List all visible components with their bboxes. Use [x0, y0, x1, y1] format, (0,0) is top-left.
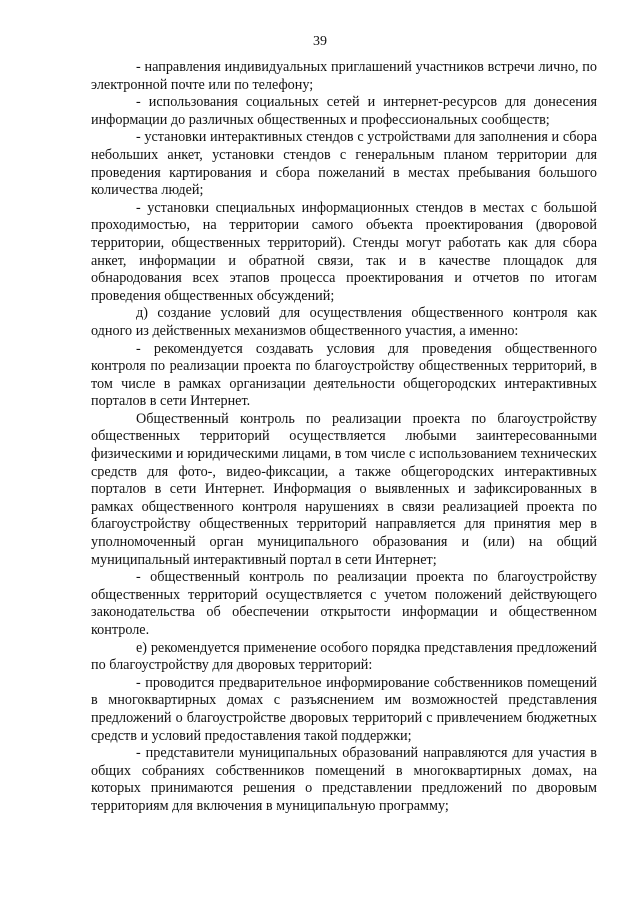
paragraph-public-control-recommendation: - рекомендуется создавать условия для проведения общественного контроля по реализации проекта по благоустройству общественных территорий, в том числе в рамках организации деятельности общегородских интерактивных порталов в сети Интернет.: [91, 340, 597, 410]
paragraph-information-stands: - установки специальных информационных стендов в местах с большой проходимостью, на территории самого объекта проектирования (дворовой территории, общественных территорий). Стенды могут работать как для сбора анкет, информации и обратной связи, так и в качестве площадок для обнародования всех этапов процесса проектирования и отчетов по итогам проведения общественных обсуждений;: [91, 199, 597, 304]
document-body: [91, 59, 597, 816]
paragraph-interactive-stands: - установки интерактивных стендов с устройствами для заполнения и сбора небольших анкет, установки стендов с генеральным планом территории для проведения картирования и сбора пожеланий в местах пребывания большого количества людей;: [91, 129, 597, 199]
paragraph-municipal-representatives: - представители муниципальных образований направляются для участия в общих собраниях собственников помещений в многоквартирных домах, на которых принимаются решения о представлении предложений по дворовым территориям для включения в муниципальную программу;: [91, 745, 597, 814]
paragraph-preliminary-informing: - проводится предварительное информирование собственников помещений в многоквартирных домах с разъяснением им возможностей представления предложений о благоустройстве дворовых территорий с привлечением бюджетных средств и условий предоставления такой поддержки;: [91, 674, 597, 744]
paragraph-public-control-legislation: - общественный контроль по реализации проекта по благоустройству общественных территорий осуществляется с учетом положений действующего законодательства об обеспечении открытости информации и общественном контроле.: [91, 569, 597, 638]
paragraph-public-control-conditions: д) создание условий для осуществления общественного контроля как одного из действенных механизмов общественного участия, а именно:: [91, 305, 597, 339]
paragraph-invitations: - направления индивидуальных приглашений участников встречи лично, по электронной почте или по телефону;: [91, 59, 597, 93]
paragraph-social-networks: - использования социальных сетей и интернет-ресурсов для донесения информации до различных общественных и профессиональных сообществ;: [91, 94, 597, 128]
page-number: 39: [313, 34, 327, 49]
paragraph-courtyard-proposals: е) рекомендуется применение особого порядка представления предложений по благоустройству для дворовых территорий:: [91, 639, 597, 674]
paragraph-public-control-description: Общественный контроль по реализации проекта по благоустройству общественных территорий осуществляется любыми заинтересованными физическими и юридическими лицами, в том числе с использованием технических средств для фото-, видео-фиксации, а также общегородских интерактивных порталов в сети Интернет. Информация о выявленных и зафиксированных в рамках общественного контроля нарушениях в связи реализацией проекта по благоустройству общественных территорий направляется для принятия мер в уполномоченный орган муниципального образования и (или) на общий муниципальный интерактивный портал в сети Интернет;: [91, 410, 597, 568]
